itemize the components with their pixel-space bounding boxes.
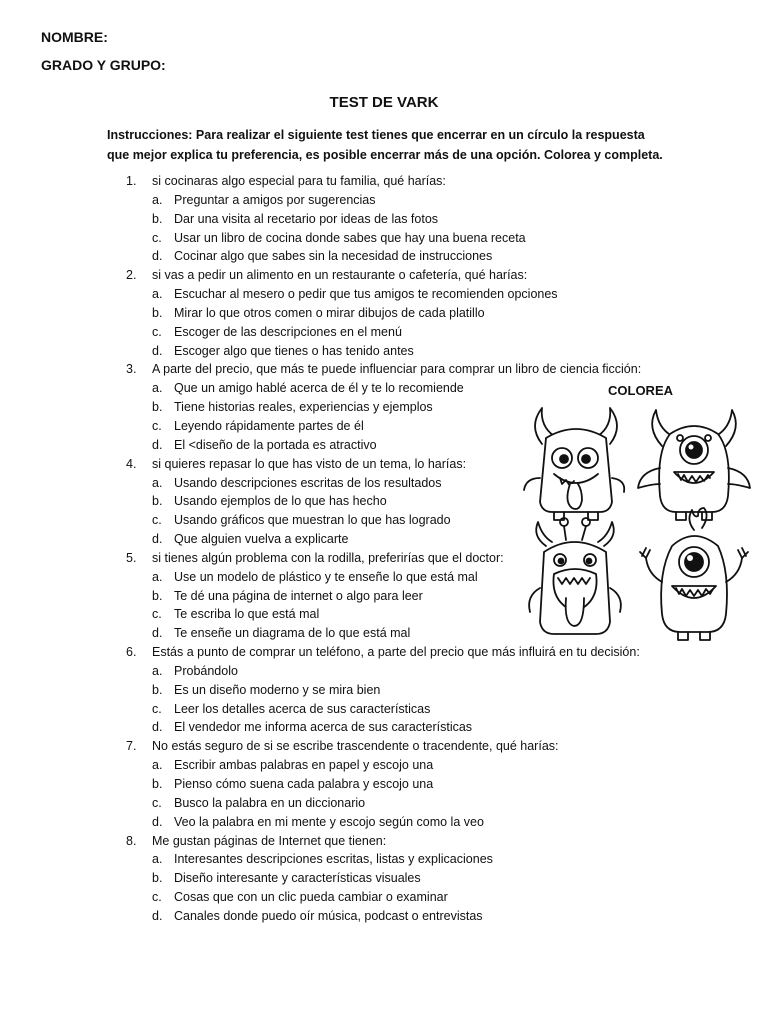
option-text: Usar un libro de cocina donde sabes que hay una buena receta — [174, 230, 526, 245]
option-text: Leyendo rápidamente partes de él — [174, 418, 364, 433]
question-text: A parte del precio, que más te puede influenciar para comprar un libro de ciencia ficción: — [152, 362, 642, 377]
option-letter: c. — [152, 418, 162, 433]
option-letter: b. — [152, 211, 163, 226]
option-text: Te escriba lo que está mal — [174, 607, 320, 622]
question-item — [0, 643, 768, 662]
question-text: si quieres repasar lo que has visto de un tema, lo harías: — [152, 456, 467, 471]
option-letter: d. — [152, 343, 163, 358]
option-text: Use un modelo de plástico y te enseñe lo que está mal — [174, 569, 478, 584]
question-text: si vas a pedir un alimento en un restaurante o cafetería, qué harías: — [152, 268, 528, 283]
option-text: Escribir ambas palabras en papel y escojo una — [174, 758, 434, 773]
option-letter: a. — [152, 381, 163, 396]
option-letter: a. — [152, 852, 163, 867]
name-field-label: NOMBRE: — [41, 29, 108, 45]
option-letter: b. — [152, 682, 163, 697]
option-letter: c. — [152, 701, 162, 716]
answer-option — [0, 794, 768, 813]
option-text: Probándolo — [174, 663, 238, 678]
option-text: Cosas que con un clic pueda cambiar o examinar — [174, 890, 448, 905]
option-text: Leer los detalles acerca de sus características — [174, 701, 431, 716]
answer-option — [0, 888, 768, 907]
option-text: Preguntar a amigos por sugerencias — [174, 192, 376, 207]
option-text: Veo la palabra en mi mente y escojo según como la veo — [174, 814, 484, 829]
instructions-text: Instrucciones: Para realizar el siguiente test tienes que encerrar en un círculo la respuesta que mejor explica tu preferencia, es posible encerrar más de una opción. Colorea y completa. — [107, 128, 663, 162]
option-text: Que un amigo hablé acerca de él y te lo recomiende — [174, 381, 464, 396]
option-letter: d. — [152, 908, 163, 923]
option-letter: d. — [152, 814, 163, 829]
option-text: Te enseñe un diagrama de lo que está mal — [174, 626, 411, 641]
option-text: Canales donde puedo oír música, podcast o entrevistas — [174, 908, 483, 923]
answer-option — [0, 342, 768, 361]
question-number: 5. — [126, 550, 137, 565]
option-letter: a. — [152, 192, 163, 207]
option-letter: d. — [152, 626, 163, 641]
option-text: Usando descripciones escritas de los resultados — [174, 475, 442, 490]
option-letter: c. — [152, 795, 162, 810]
option-letter: b. — [152, 777, 163, 791]
answer-option — [0, 285, 768, 304]
monster-illustrations — [520, 398, 755, 642]
option-letter: b. — [152, 588, 163, 603]
option-text: Es un diseño moderno y se mira bien — [174, 682, 381, 697]
option-text: Usando ejemplos de lo que has hecho — [174, 494, 387, 509]
question-item — [0, 172, 768, 191]
answer-option — [0, 850, 768, 869]
answer-option — [0, 323, 768, 342]
option-text: Usando gráficos que muestran lo que has logrado — [174, 513, 451, 528]
answer-option — [0, 191, 768, 210]
answer-option — [0, 869, 768, 888]
question-item — [0, 737, 768, 756]
question-text: No estás seguro de si se escribe trascendente o tracendente, qué harías: — [152, 739, 559, 754]
monster-two-eyes-tongue-image — [524, 408, 624, 520]
question-number: 3. — [126, 362, 137, 377]
coloring-label: COLOREA — [608, 383, 673, 398]
option-text: Cocinar algo que sabes sin la necesidad de instrucciones — [174, 249, 493, 264]
answer-option — [0, 229, 768, 248]
answer-option — [0, 210, 768, 229]
option-letter: d. — [152, 532, 163, 547]
option-letter: a. — [152, 475, 163, 490]
option-letter: b. — [152, 305, 163, 320]
question-text: Estás a punto de comprar un teléfono, a parte del precio que más influirá en tu decisión: — [152, 645, 640, 660]
option-text: Busco la palabra en un diccionario — [174, 795, 366, 810]
question-text: si cocinaras algo especial para tu familia, qué harías: — [152, 174, 446, 188]
option-letter: d. — [152, 720, 163, 735]
answer-option — [0, 681, 768, 700]
page-title: TEST DE VARK — [329, 94, 439, 111]
answer-option — [0, 247, 768, 266]
option-text: El <diseño de la portada es atractivo — [174, 437, 377, 452]
question-text: si tienes algún problema con la rodilla, preferirías que el doctor: — [152, 550, 504, 565]
question-number: 8. — [126, 833, 137, 848]
option-letter: b. — [152, 400, 163, 415]
question-number: 6. — [126, 645, 137, 660]
option-letter: d. — [152, 249, 163, 264]
question-text: Me gustan páginas de Internet que tienen: — [152, 833, 387, 848]
option-letter: c. — [152, 607, 162, 622]
option-letter: c. — [152, 513, 162, 528]
grade-group-field-label: GRADO Y GRUPO: — [41, 57, 166, 73]
question-item — [0, 266, 768, 285]
monster-one-eye-horns-image — [638, 410, 750, 520]
answer-option — [0, 304, 768, 323]
question-number: 2. — [126, 268, 137, 283]
option-letter: a. — [152, 663, 163, 678]
answer-option — [0, 813, 768, 832]
question-number: 4. — [126, 456, 137, 471]
option-letter: c. — [152, 230, 162, 245]
coloring-section — [520, 380, 755, 642]
option-letter: c. — [152, 324, 162, 339]
option-text: Te dé una página de internet o algo para leer — [174, 588, 423, 603]
option-letter: a. — [152, 287, 163, 302]
option-text: Diseño interesante y características visuales — [174, 871, 421, 886]
answer-option — [0, 700, 768, 719]
option-text: Mirar lo que otros comen o mirar dibujos de cada platillo — [174, 305, 485, 320]
monster-antennae-tongue-image — [529, 518, 621, 634]
answer-option — [0, 756, 768, 775]
option-text: Escoger algo que tienes o has tenido antes — [174, 343, 414, 358]
question-item — [0, 832, 768, 851]
option-text: Escoger de las descripciones en el menú — [174, 324, 402, 339]
answer-option — [0, 718, 768, 737]
answer-option — [0, 907, 768, 926]
answer-option — [0, 662, 768, 681]
option-letter: b. — [152, 871, 163, 886]
option-letter: d. — [152, 437, 163, 452]
monster-cyclops-waving-image — [640, 508, 748, 640]
question-number: 1. — [126, 174, 137, 188]
option-text: Pienso cómo suena cada palabra y escojo una — [174, 777, 434, 791]
option-letter: a. — [152, 758, 163, 773]
option-letter: c. — [152, 890, 162, 905]
option-text: Tiene historias reales, experiencias y ejemplos — [174, 400, 433, 415]
answer-option — [0, 775, 768, 794]
option-text: El vendedor me informa acerca de sus características — [174, 720, 473, 735]
option-letter: b. — [152, 494, 163, 509]
question-number: 7. — [126, 739, 137, 754]
question-item — [0, 360, 768, 379]
option-text: Interesantes descripciones escritas, listas y explicaciones — [174, 852, 493, 867]
option-text: Escuchar al mesero o pedir que tus amigos te recomienden opciones — [174, 287, 558, 302]
option-text: Dar una visita al recetario por ideas de las fotos — [174, 211, 439, 226]
option-text: Que alguien vuelva a explicarte — [174, 532, 349, 547]
option-letter: a. — [152, 569, 163, 584]
